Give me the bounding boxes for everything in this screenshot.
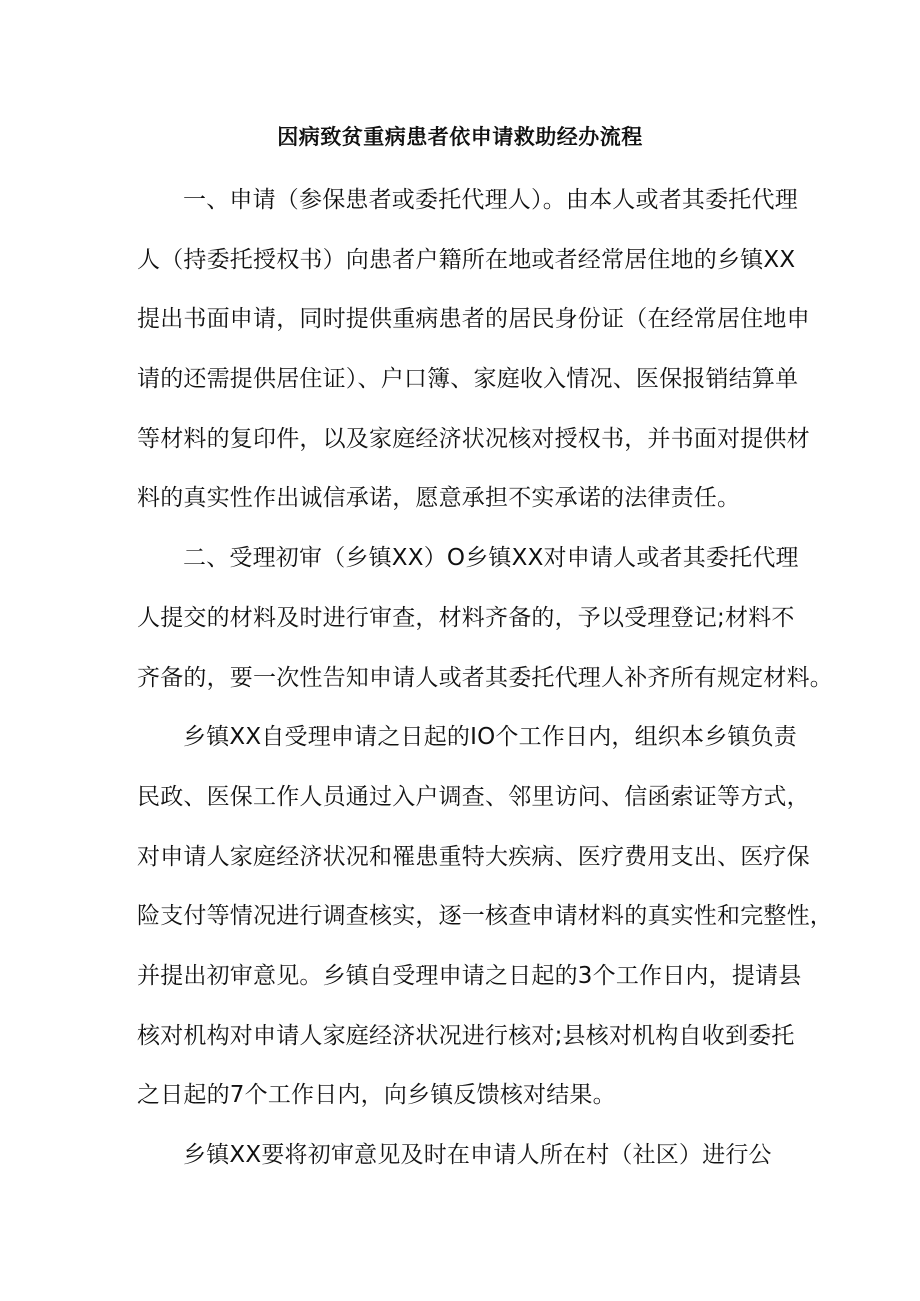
document-title: 因病致贫重病患者依申请救助经办流程	[277, 125, 643, 149]
paragraph-1-line-6: 料的真实性作出诚信承诺，愿意承担不实承诺的法律责任。	[137, 485, 741, 512]
paragraph-3-line-5: 并提出初审意见。乡镇自受理申请之日起的3个工作日内，提请县	[137, 962, 802, 989]
paragraph-3-line-4: 险支付等情况进行调查核实，逐一核查申请材料的真实性和完整性，	[137, 903, 833, 930]
paragraph-3-line-6: 核对机构对申请人家庭经济状况进行核对;县核对机构自收到委托	[137, 1022, 795, 1049]
paragraph-1-line-4: 请的还需提供居住证）、户口簿、家庭收入情况、医保报销结算单	[137, 366, 799, 393]
document-body	[137, 180, 833, 1195]
paragraph-3-line-7: 之日起的7个工作日内，向乡镇反馈核对结果。	[137, 1082, 616, 1109]
paragraph-1-line-5: 等材料的复印件，以及家庭经济状况核对授权书，并书面对提供材	[137, 425, 810, 452]
paragraph-3-line-3: 对申请人家庭经济状况和罹患重特大疾病、医疗费用支出、医疗保	[137, 843, 810, 870]
paragraph-1-line-2: 人（持委托授权书）向患者户籍所在地或者经常居住地的乡镇XX	[137, 246, 796, 273]
paragraph-3-line-1: 乡镇XX自受理申请之日起的IO个工作日内，组织本乡镇负责	[183, 724, 797, 751]
paragraph-4-line-1: 乡镇XX要将初审意见及时在申请人所在村（社区）进行公	[183, 1142, 772, 1168]
paragraph-2-line-3: 齐备的，要一次性告知申请人或者其委托代理人补齐所有规定材料。	[137, 664, 833, 691]
paragraph-1-line-1: 一、申请（参保患者或委托代理人）。由本人或者其委托代理	[183, 187, 798, 213]
paragraph-2-line-1: 二、受理初审（乡镇XX）O乡镇XX对申请人或者其委托代理	[183, 545, 799, 572]
paragraph-3-line-2: 民政、医保工作人员通过入户调查、邻里访问、信函索证等方式，	[137, 783, 810, 810]
paragraph-2-line-2: 人提交的材料及时进行审查，材料齐备的，予以受理登记;材料不	[137, 604, 795, 631]
paragraph-1-line-3: 提出书面申请，同时提供重病患者的居民身份证（在经常居住地申	[137, 306, 810, 333]
